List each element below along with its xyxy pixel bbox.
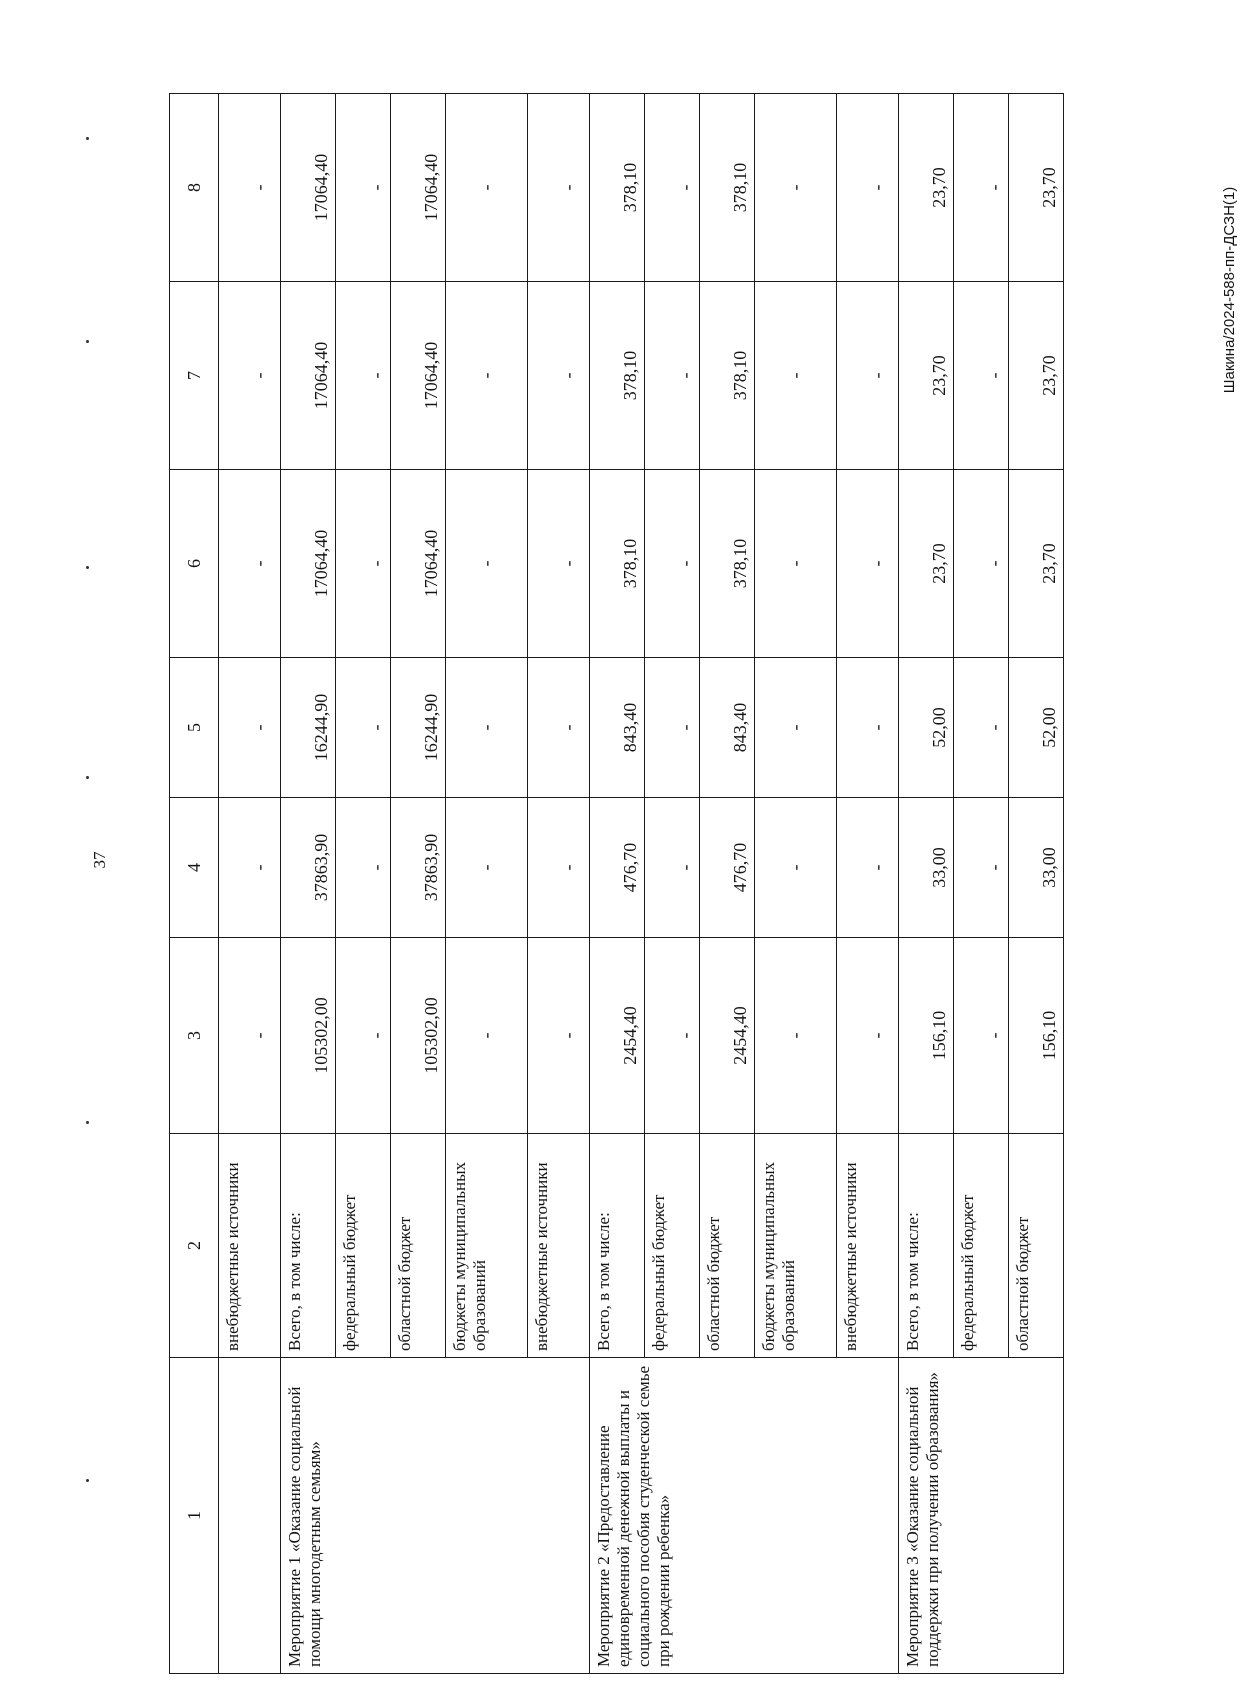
measure-cell xyxy=(219,1358,281,1674)
value-cell: - xyxy=(219,938,281,1134)
value-cell: - xyxy=(336,658,391,798)
value-cell: 156,10 xyxy=(1009,938,1064,1134)
value-cell: 52,00 xyxy=(1009,658,1064,798)
value-cell: - xyxy=(954,798,1009,938)
value-cell: 23,70 xyxy=(1009,282,1064,470)
value-cell: 23,70 xyxy=(1009,470,1064,658)
value-cell: - xyxy=(645,938,700,1134)
funding-source: федеральный бюджет xyxy=(954,1134,1009,1358)
value-cell: - xyxy=(837,938,899,1134)
value-cell: 476,70 xyxy=(590,798,645,938)
funding-source: Всего, в том числе: xyxy=(281,1134,336,1358)
value-cell: 2454,40 xyxy=(700,938,755,1134)
value-cell: 105302,00 xyxy=(391,938,446,1134)
value-cell: - xyxy=(954,658,1009,798)
value-cell: - xyxy=(645,798,700,938)
table-row xyxy=(590,94,645,1674)
value-cell: - xyxy=(446,94,528,282)
value-cell: 17064,40 xyxy=(281,94,336,282)
value-cell: - xyxy=(336,282,391,470)
value-cell: - xyxy=(954,470,1009,658)
value-cell: - xyxy=(336,94,391,282)
value-cell: 16244,90 xyxy=(391,658,446,798)
value-cell: - xyxy=(528,938,590,1134)
value-cell: 33,00 xyxy=(899,798,954,938)
value-cell: 23,70 xyxy=(899,94,954,282)
value-cell: 17064,40 xyxy=(391,470,446,658)
value-cell: - xyxy=(837,470,899,658)
value-cell: 378,10 xyxy=(700,282,755,470)
value-cell: 16244,90 xyxy=(281,658,336,798)
value-cell: 156,10 xyxy=(899,938,954,1134)
funding-source: бюджеты муниципальных образований xyxy=(755,1134,837,1358)
value-cell: - xyxy=(528,798,590,938)
measure-cell: Мероприятие 3 «Оказание социальной поддержки при получении образования» xyxy=(899,1358,1064,1674)
value-cell: - xyxy=(837,94,899,282)
value-cell: 843,40 xyxy=(590,658,645,798)
funding-source: областной бюджет xyxy=(700,1134,755,1358)
value-cell: - xyxy=(645,94,700,282)
scan-speck xyxy=(86,776,89,779)
value-cell: - xyxy=(528,282,590,470)
value-cell: 378,10 xyxy=(700,94,755,282)
value-cell: 23,70 xyxy=(899,282,954,470)
value-cell: 378,10 xyxy=(590,282,645,470)
value-cell: - xyxy=(219,94,281,282)
value-cell: - xyxy=(837,282,899,470)
measure-cell: Мероприятие 1 «Оказание социальной помощи многодетным семьям» xyxy=(281,1358,590,1674)
value-cell: - xyxy=(446,658,528,798)
value-cell: - xyxy=(446,938,528,1134)
funding-source: внебюджетные источники xyxy=(528,1134,590,1358)
document-code: Шакина/2024-588-пп-ДСЗН(1) xyxy=(1221,186,1238,394)
value-cell: - xyxy=(219,470,281,658)
table-row xyxy=(899,94,954,1674)
scan-speck xyxy=(86,340,89,343)
value-cell: 33,00 xyxy=(1009,798,1064,938)
column-header: 5 xyxy=(170,658,219,798)
column-header: 6 xyxy=(170,470,219,658)
value-cell: 378,10 xyxy=(590,94,645,282)
value-cell: - xyxy=(528,94,590,282)
column-header: 1 xyxy=(170,1358,219,1674)
funding-source: областной бюджет xyxy=(1009,1134,1064,1358)
value-cell: - xyxy=(755,470,837,658)
value-cell: - xyxy=(837,798,899,938)
value-cell: - xyxy=(336,470,391,658)
column-header: 3 xyxy=(170,938,219,1134)
value-cell: - xyxy=(645,470,700,658)
value-cell: - xyxy=(219,282,281,470)
value-cell: - xyxy=(336,938,391,1134)
value-cell: 2454,40 xyxy=(590,938,645,1134)
value-cell: 23,70 xyxy=(1009,94,1064,282)
value-cell: 843,40 xyxy=(700,658,755,798)
value-cell: - xyxy=(645,282,700,470)
value-cell: - xyxy=(755,938,837,1134)
value-cell: - xyxy=(954,282,1009,470)
table-row xyxy=(219,94,281,1674)
value-cell: 37863,90 xyxy=(281,798,336,938)
value-cell: 17064,40 xyxy=(391,282,446,470)
column-header: 2 xyxy=(170,1134,219,1358)
value-cell: - xyxy=(528,658,590,798)
funding-source: внебюджетные источники xyxy=(837,1134,899,1358)
header-row xyxy=(170,94,219,1674)
scan-speck xyxy=(86,1121,89,1124)
funding-source: областной бюджет xyxy=(391,1134,446,1358)
budget-table xyxy=(169,93,1064,1674)
value-cell: - xyxy=(755,658,837,798)
value-cell: - xyxy=(755,282,837,470)
value-cell: - xyxy=(528,470,590,658)
value-cell: - xyxy=(219,798,281,938)
budget-table-container xyxy=(169,94,1059,1674)
page-number: 37 xyxy=(90,851,109,869)
value-cell: 378,10 xyxy=(590,470,645,658)
value-cell: 105302,00 xyxy=(281,938,336,1134)
table-row xyxy=(281,94,336,1674)
funding-source: федеральный бюджет xyxy=(336,1134,391,1358)
column-header: 4 xyxy=(170,798,219,938)
value-cell: 476,70 xyxy=(700,798,755,938)
value-cell: - xyxy=(645,658,700,798)
value-cell: 17064,40 xyxy=(281,470,336,658)
scan-speck xyxy=(86,137,89,140)
value-cell: - xyxy=(755,94,837,282)
value-cell: 52,00 xyxy=(899,658,954,798)
column-header: 8 xyxy=(170,94,219,282)
scan-speck xyxy=(86,1479,89,1482)
value-cell: - xyxy=(446,470,528,658)
value-cell: - xyxy=(446,798,528,938)
scan-speck xyxy=(86,566,89,569)
value-cell: - xyxy=(446,282,528,470)
column-header: 7 xyxy=(170,282,219,470)
value-cell: - xyxy=(954,938,1009,1134)
funding-source: Всего, в том числе: xyxy=(899,1134,954,1358)
value-cell: - xyxy=(755,798,837,938)
funding-source: внебюджетные источники xyxy=(219,1134,281,1358)
value-cell: - xyxy=(336,798,391,938)
value-cell: - xyxy=(954,94,1009,282)
value-cell: - xyxy=(837,658,899,798)
value-cell: - xyxy=(219,658,281,798)
value-cell: 23,70 xyxy=(899,470,954,658)
measure-cell: Мероприятие 2 «Предоставление единовременной денежной выплаты и социального пособия студенческой семье при рождении ребенка» xyxy=(590,1358,899,1674)
value-cell: 378,10 xyxy=(700,470,755,658)
value-cell: 37863,90 xyxy=(391,798,446,938)
funding-source: федеральный бюджет xyxy=(645,1134,700,1358)
funding-source: Всего, в том числе: xyxy=(590,1134,645,1358)
value-cell: 17064,40 xyxy=(281,282,336,470)
funding-source: бюджеты муниципальных образований xyxy=(446,1134,528,1358)
value-cell: 17064,40 xyxy=(391,94,446,282)
